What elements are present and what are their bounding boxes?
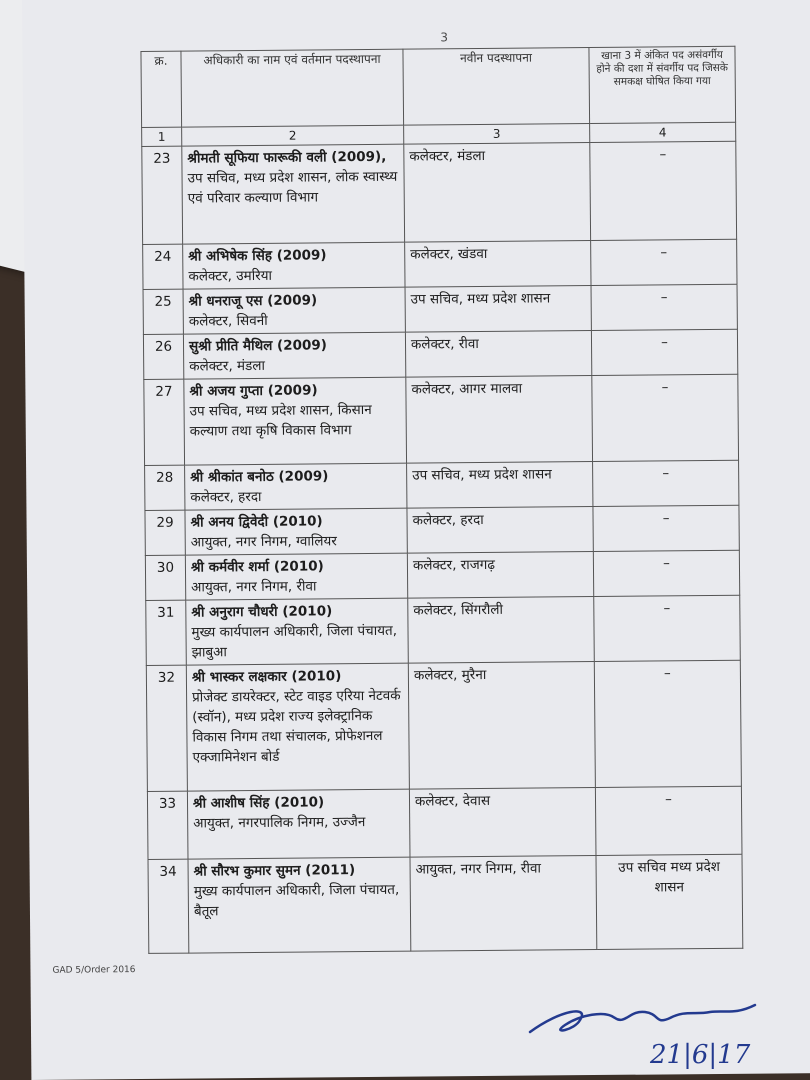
document-page [22, 0, 810, 1080]
new-posting: कलेक्टर, हरदा [407, 507, 593, 554]
officer-cell [185, 463, 407, 510]
officer-name: श्री श्रीकांत बनोठ (2009) [190, 468, 329, 486]
current-posting: आयुक्त, नगर निगम, ग्वालियर [190, 533, 337, 551]
remark: उप सचिव मध्य प्रदेश शासन [596, 854, 743, 949]
table-row [147, 786, 742, 859]
page-number: 3 [440, 30, 449, 45]
new-posting: कलेक्टर, राजगढ़ [407, 552, 593, 599]
current-posting: कलेक्टर, उमरिया [188, 267, 273, 285]
new-posting: कलेक्टर, आगर मालवा [406, 376, 593, 464]
serial-number: 26 [143, 334, 183, 379]
officer-cell [182, 144, 405, 244]
current-posting: आयुक्त, नगर निगम, रीवा [191, 578, 317, 596]
table-row [143, 329, 737, 379]
serial-number: 29 [145, 510, 185, 555]
remark: – [591, 239, 737, 285]
serial-number: 31 [146, 600, 187, 665]
remark: – [592, 374, 739, 461]
table-row [146, 660, 741, 791]
officer-name: श्री अनय द्विवेदी (2010) [190, 513, 323, 531]
table-row [145, 550, 739, 600]
officer-name: श्री धनराजू एस (2009) [188, 292, 318, 310]
new-posting: कलेक्टर, देवास [409, 788, 596, 858]
header-new-posting: नवीन पदस्थापना [403, 48, 590, 126]
serial-number: 33 [147, 791, 188, 859]
new-posting: उप सचिव, मध्य प्रदेश शासन [405, 286, 591, 333]
serial-number: 25 [143, 289, 183, 334]
officer-cell [186, 663, 409, 791]
officer-cell [185, 508, 407, 555]
current-posting: मुख्य कार्यपालन अधिकारी, जिला पंचायत, झाबुआ [191, 622, 398, 661]
serial-number: 28 [145, 465, 185, 510]
officer-cell [183, 332, 405, 379]
table-row [146, 595, 741, 665]
officer-cell [186, 598, 409, 665]
officer-name: श्रीमती सूफिया फारूकी वली (2009), [187, 148, 387, 167]
table-row [145, 505, 739, 555]
serial-number: 23 [142, 146, 183, 244]
column-number: 1 [142, 127, 182, 146]
serial-number: 27 [144, 379, 185, 465]
officer-name: श्री कर्मवीर शर्मा (2010) [190, 558, 324, 576]
officer-cell [183, 242, 405, 289]
remark: – [594, 595, 741, 661]
header-remark: खाना 3 में अंकित पद असंवर्गीय होने की दशा में संवर्गीय पद जिसके समकक्ष घोषित किया गया [589, 46, 736, 123]
column-number: 4 [590, 122, 736, 142]
current-posting: मुख्य कार्यपालन अधिकारी, जिला पंचायत, बैतूल [193, 881, 400, 920]
officer-name: श्री अभिषेक सिंह (2009) [188, 247, 327, 265]
officer-name: सुश्री प्रीति मैथिल (2009) [188, 337, 328, 355]
transfer-order-table [140, 46, 743, 954]
remark: – [591, 284, 737, 330]
column-number: 2 [182, 125, 404, 146]
table-row [143, 284, 737, 334]
new-posting: कलेक्टर, मंडला [404, 143, 591, 243]
new-posting: कलेक्टर, खंडवा [405, 241, 591, 288]
remark: – [593, 505, 739, 551]
serial-number: 24 [143, 244, 183, 289]
officer-cell [188, 857, 411, 953]
new-posting: कलेक्टर, मुरैना [408, 662, 595, 790]
new-posting: कलेक्टर, रीवा [405, 331, 591, 378]
serial-number: 30 [145, 555, 185, 600]
remark: – [593, 460, 739, 506]
current-posting: प्रोजेक्ट डायरेक्टर, स्टेट वाइड एरिया नेटवर्क (स्वॉन), मध्य प्रदेश राज्य इलेक्ट्रानिक विकास निगम तथा संचालक, प्रोफेशनल एक्जामिनेशन बोर्ड [192, 687, 401, 766]
current-posting: उप सचिव, मध्य प्रदेश शासन, लोक स्वास्थ्य एवं परिवार कल्याण विभाग [187, 168, 398, 207]
officer-cell [184, 377, 407, 465]
current-posting: कलेक्टर, सिवनी [188, 312, 268, 330]
officer-cell [183, 287, 405, 334]
officer-cell [185, 553, 407, 600]
table-header-row [141, 46, 736, 127]
new-posting: कलेक्टर, सिंगरौली [408, 597, 595, 664]
signature-date: 21|6|17 [650, 1040, 751, 1070]
new-posting: उप सचिव, मध्य प्रदेश शासन [407, 462, 593, 509]
table-row [144, 374, 739, 465]
serial-number: 32 [146, 665, 187, 791]
officer-name: श्री आशीष सिंह (2010) [192, 794, 325, 812]
header-name: अधिकारी का नाम एवं वर्तमान पदस्थापना [181, 49, 404, 127]
remark: – [593, 550, 739, 596]
remark: – [595, 786, 742, 855]
current-posting: कलेक्टर, हरदा [190, 488, 262, 506]
new-posting: आयुक्त, नगर निगम, रीवा [410, 856, 597, 952]
current-posting: कलेक्टर, मंडला [189, 357, 266, 375]
officer-cell [187, 789, 410, 859]
remark: – [590, 141, 737, 240]
header-sno: क्र. [141, 51, 182, 127]
remark: – [591, 329, 737, 375]
remark: – [594, 660, 741, 787]
serial-number: 34 [148, 859, 189, 953]
table-row [145, 460, 739, 510]
table-row [142, 141, 737, 244]
officer-name: श्री भास्कर लक्षकार (2010) [191, 668, 342, 686]
table-row [148, 854, 743, 953]
officer-name: श्री सौरभ कुमार सुमन (2011) [193, 862, 356, 880]
current-posting: उप सचिव, मध्य प्रदेश शासन, किसान कल्याण तथा कृषि विकास विभाग [189, 401, 372, 440]
footer-code: GAD 5/Order 2016 [52, 965, 136, 976]
table-body [142, 122, 743, 953]
officer-name: श्री अनुराग चौधरी (2010) [191, 603, 333, 621]
officer-name: श्री अजय गुप्ता (2009) [189, 382, 318, 400]
column-number: 3 [404, 124, 590, 145]
table-row [143, 239, 737, 289]
current-posting: आयुक्त, नगरपालिक निगम, उज्जैन [193, 814, 366, 832]
